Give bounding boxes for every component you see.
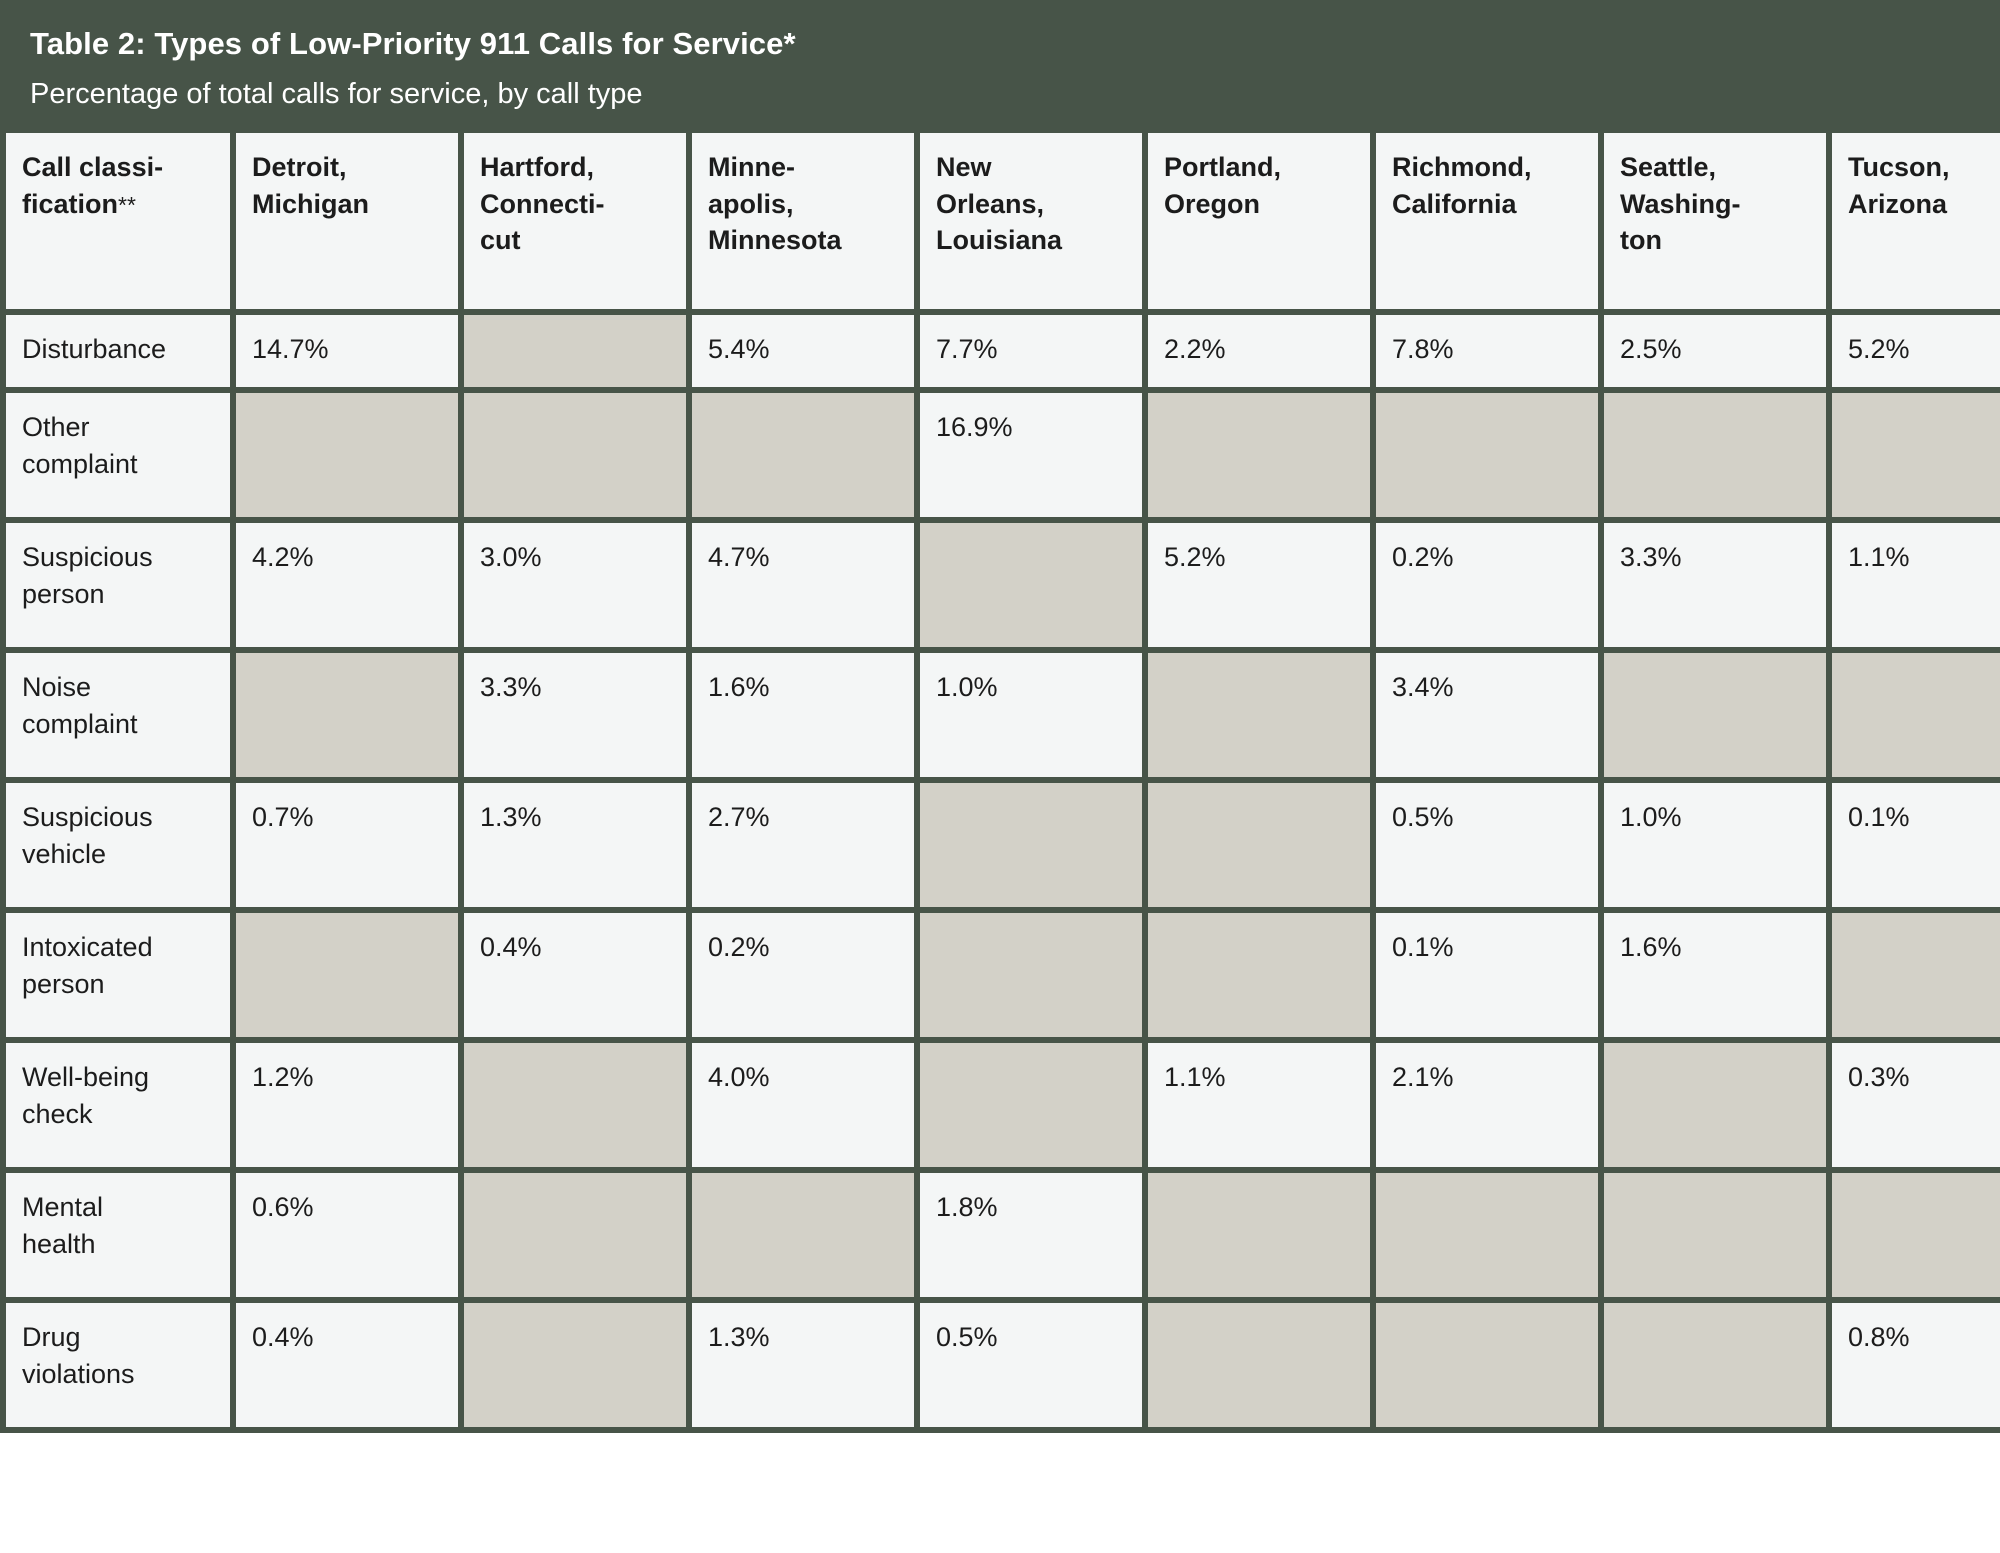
row-label xyxy=(6,783,230,907)
table-cell-value: 0.4% xyxy=(464,913,686,1037)
table-cell-empty xyxy=(1376,393,1598,517)
table-title: Table 2: Types of Low-Priority 911 Calls for Service* xyxy=(30,26,796,61)
table-cell-empty xyxy=(236,913,458,1037)
table-cell-empty xyxy=(236,653,458,777)
row-label-line1: Other xyxy=(22,411,90,442)
table-cell-value: 1.0% xyxy=(920,653,1142,777)
table-cell-value: 2.5% xyxy=(1604,315,1826,387)
table-cell-value: 14.7% xyxy=(236,315,458,387)
row-label-line1: Mental xyxy=(22,1191,104,1222)
table-cell-empty xyxy=(1832,653,2000,777)
table-cell-value: 7.7% xyxy=(920,315,1142,387)
table-cell-empty xyxy=(1604,1173,1826,1297)
table-cell-empty xyxy=(1604,1043,1826,1167)
table-cell-value: 2.1% xyxy=(1376,1043,1598,1167)
table-cell-value: 0.2% xyxy=(1376,523,1598,647)
table-cell-empty xyxy=(1148,783,1370,907)
row-label-line1: Noise xyxy=(22,671,92,702)
row-label-line1: Drug xyxy=(22,1321,81,1352)
row-label xyxy=(6,315,230,387)
column-header-line2: Michigan xyxy=(252,188,370,219)
column-header-line1: New xyxy=(936,151,992,182)
row-label-line1: Suspicious xyxy=(22,801,153,832)
table-cell-empty xyxy=(1148,1303,1370,1427)
column-header-line1: Call classi- xyxy=(22,151,164,182)
table-cell-value: 0.8% xyxy=(1832,1303,2000,1427)
table-cell-empty xyxy=(1832,393,2000,517)
table-cell-value: 3.3% xyxy=(464,653,686,777)
column-header-line2: Oregon xyxy=(1164,188,1261,219)
table-cell-value: 1.1% xyxy=(1148,1043,1370,1167)
table-cell-value: 0.5% xyxy=(920,1303,1142,1427)
table-cell-empty xyxy=(920,783,1142,907)
row-label-line2: person xyxy=(22,578,105,609)
table-subtitle: Percentage of total calls for service, by call type xyxy=(30,77,643,110)
row-label xyxy=(6,393,230,517)
table-cell-empty xyxy=(1148,393,1370,517)
table-cell-empty xyxy=(692,1173,914,1297)
column-header-line3: Louisiana xyxy=(936,225,1063,256)
table-cell-value: 0.7% xyxy=(236,783,458,907)
row-label-line1: Disturbance xyxy=(22,333,167,364)
table-cell-value: 2.2% xyxy=(1148,315,1370,387)
table-cell-value: 0.1% xyxy=(1832,783,2000,907)
low-priority-calls-table xyxy=(0,127,2000,1433)
table-cell-value: 5.2% xyxy=(1148,523,1370,647)
table-cell-empty xyxy=(236,393,458,517)
table-cell-value: 0.3% xyxy=(1832,1043,2000,1167)
table-cell-value: 7.8% xyxy=(1376,315,1598,387)
table-cell-empty xyxy=(1604,1303,1826,1427)
row-label-line1: Intoxicated xyxy=(22,931,153,962)
table-row xyxy=(6,1303,2000,1427)
table-cell-empty xyxy=(1148,1173,1370,1297)
column-header-line2: Washing- xyxy=(1620,188,1741,219)
table-cell-value: 1.6% xyxy=(1604,913,1826,1037)
table-cell-value: 3.0% xyxy=(464,523,686,647)
column-header-detroit xyxy=(236,133,458,309)
table-cell-empty xyxy=(1148,913,1370,1037)
table-cell-empty xyxy=(1148,653,1370,777)
table-cell-value: 1.6% xyxy=(692,653,914,777)
table-cell-value: 1.1% xyxy=(1832,523,2000,647)
table-cell-empty xyxy=(920,523,1142,647)
table-cell-value: 4.2% xyxy=(236,523,458,647)
table-row xyxy=(6,783,2000,907)
column-header-line2: apolis, xyxy=(708,188,794,219)
column-header-line2: Orleans, xyxy=(936,188,1045,219)
row-label-line2: health xyxy=(22,1228,96,1259)
row-label xyxy=(6,1303,230,1427)
row-label xyxy=(6,913,230,1037)
table-row xyxy=(6,653,2000,777)
table-cell-value: 4.0% xyxy=(692,1043,914,1167)
table-cell-empty xyxy=(464,1043,686,1167)
column-header-richmond xyxy=(1376,133,1598,309)
table-row xyxy=(6,1043,2000,1167)
row-label-line2: check xyxy=(22,1098,93,1129)
row-label xyxy=(6,1043,230,1167)
column-header-minneapolis xyxy=(692,133,914,309)
table-cell-value: 0.2% xyxy=(692,913,914,1037)
column-header-line2: Connecti- xyxy=(480,188,605,219)
table-cell-value: 0.4% xyxy=(236,1303,458,1427)
table-cell-value: 0.1% xyxy=(1376,913,1598,1037)
table-cell-empty xyxy=(464,1173,686,1297)
table-cell-empty xyxy=(1604,653,1826,777)
row-label-line1: Well-being xyxy=(22,1061,150,1092)
table-body xyxy=(6,315,2000,1427)
column-header-line2: fication xyxy=(22,188,119,219)
column-header-new-orleans xyxy=(920,133,1142,309)
table-cell-value: 5.4% xyxy=(692,315,914,387)
table-cell-value: 2.7% xyxy=(692,783,914,907)
table-cell-value: 4.7% xyxy=(692,523,914,647)
table-cell-value: 3.4% xyxy=(1376,653,1598,777)
column-header-line3: ton xyxy=(1620,225,1662,256)
table-cell-value: 3.3% xyxy=(1604,523,1826,647)
row-label-line2: violations xyxy=(22,1358,135,1389)
column-header-footnote-marker: ** xyxy=(118,191,136,218)
column-header-call-classification xyxy=(6,133,230,309)
table-cell-value: 1.3% xyxy=(464,783,686,907)
column-header-hartford xyxy=(464,133,686,309)
column-header-line1: Richmond, xyxy=(1392,151,1532,182)
table-cell-empty xyxy=(1832,913,2000,1037)
table-cell-empty xyxy=(1832,1173,2000,1297)
table-cell-value: 1.8% xyxy=(920,1173,1142,1297)
column-header-seattle xyxy=(1604,133,1826,309)
column-header-line1: Portland, xyxy=(1164,151,1282,182)
row-label-line2: person xyxy=(22,968,105,999)
table-cell-empty xyxy=(1604,393,1826,517)
column-header-line1: Seattle, xyxy=(1620,151,1717,182)
table-row xyxy=(6,523,2000,647)
table-cell-empty xyxy=(1376,1173,1598,1297)
row-label-line1: Suspicious xyxy=(22,541,153,572)
row-label xyxy=(6,1173,230,1297)
table-cell-empty xyxy=(920,913,1142,1037)
table-cell-value: 1.0% xyxy=(1604,783,1826,907)
column-header-line3: cut xyxy=(480,225,521,256)
table-cell-value: 16.9% xyxy=(920,393,1142,517)
table-row xyxy=(6,1173,2000,1297)
table-cell-value: 1.3% xyxy=(692,1303,914,1427)
column-header-line1: Detroit, xyxy=(252,151,347,182)
table-cell-value: 5.2% xyxy=(1832,315,2000,387)
table-cell-empty xyxy=(1376,1303,1598,1427)
column-header-line3: Minnesota xyxy=(708,225,842,256)
column-header-line1: Hartford, xyxy=(480,151,594,182)
column-header-line2: California xyxy=(1392,188,1517,219)
column-header-line1: Tucson, xyxy=(1848,151,1950,182)
table-cell-value: 0.6% xyxy=(236,1173,458,1297)
table-header-row xyxy=(6,133,2000,309)
column-header-line2: Arizona xyxy=(1848,188,1948,219)
table-cell-value: 1.2% xyxy=(236,1043,458,1167)
table-row xyxy=(6,315,2000,387)
column-header-portland xyxy=(1148,133,1370,309)
table-cell-empty xyxy=(464,315,686,387)
table-row xyxy=(6,913,2000,1037)
table-cell-value: 0.5% xyxy=(1376,783,1598,907)
column-header-tucson xyxy=(1832,133,2000,309)
table-title-block xyxy=(0,0,2000,133)
row-label-line2: complaint xyxy=(22,708,138,739)
table-cell-empty xyxy=(464,1303,686,1427)
row-label-line2: complaint xyxy=(22,448,138,479)
table-cell-empty xyxy=(692,393,914,517)
row-label-line2: vehicle xyxy=(22,838,107,869)
row-label xyxy=(6,653,230,777)
column-header-line1: Minne- xyxy=(708,151,795,182)
row-label xyxy=(6,523,230,647)
table-cell-empty xyxy=(920,1043,1142,1167)
table-row xyxy=(6,393,2000,517)
table-cell-empty xyxy=(464,393,686,517)
